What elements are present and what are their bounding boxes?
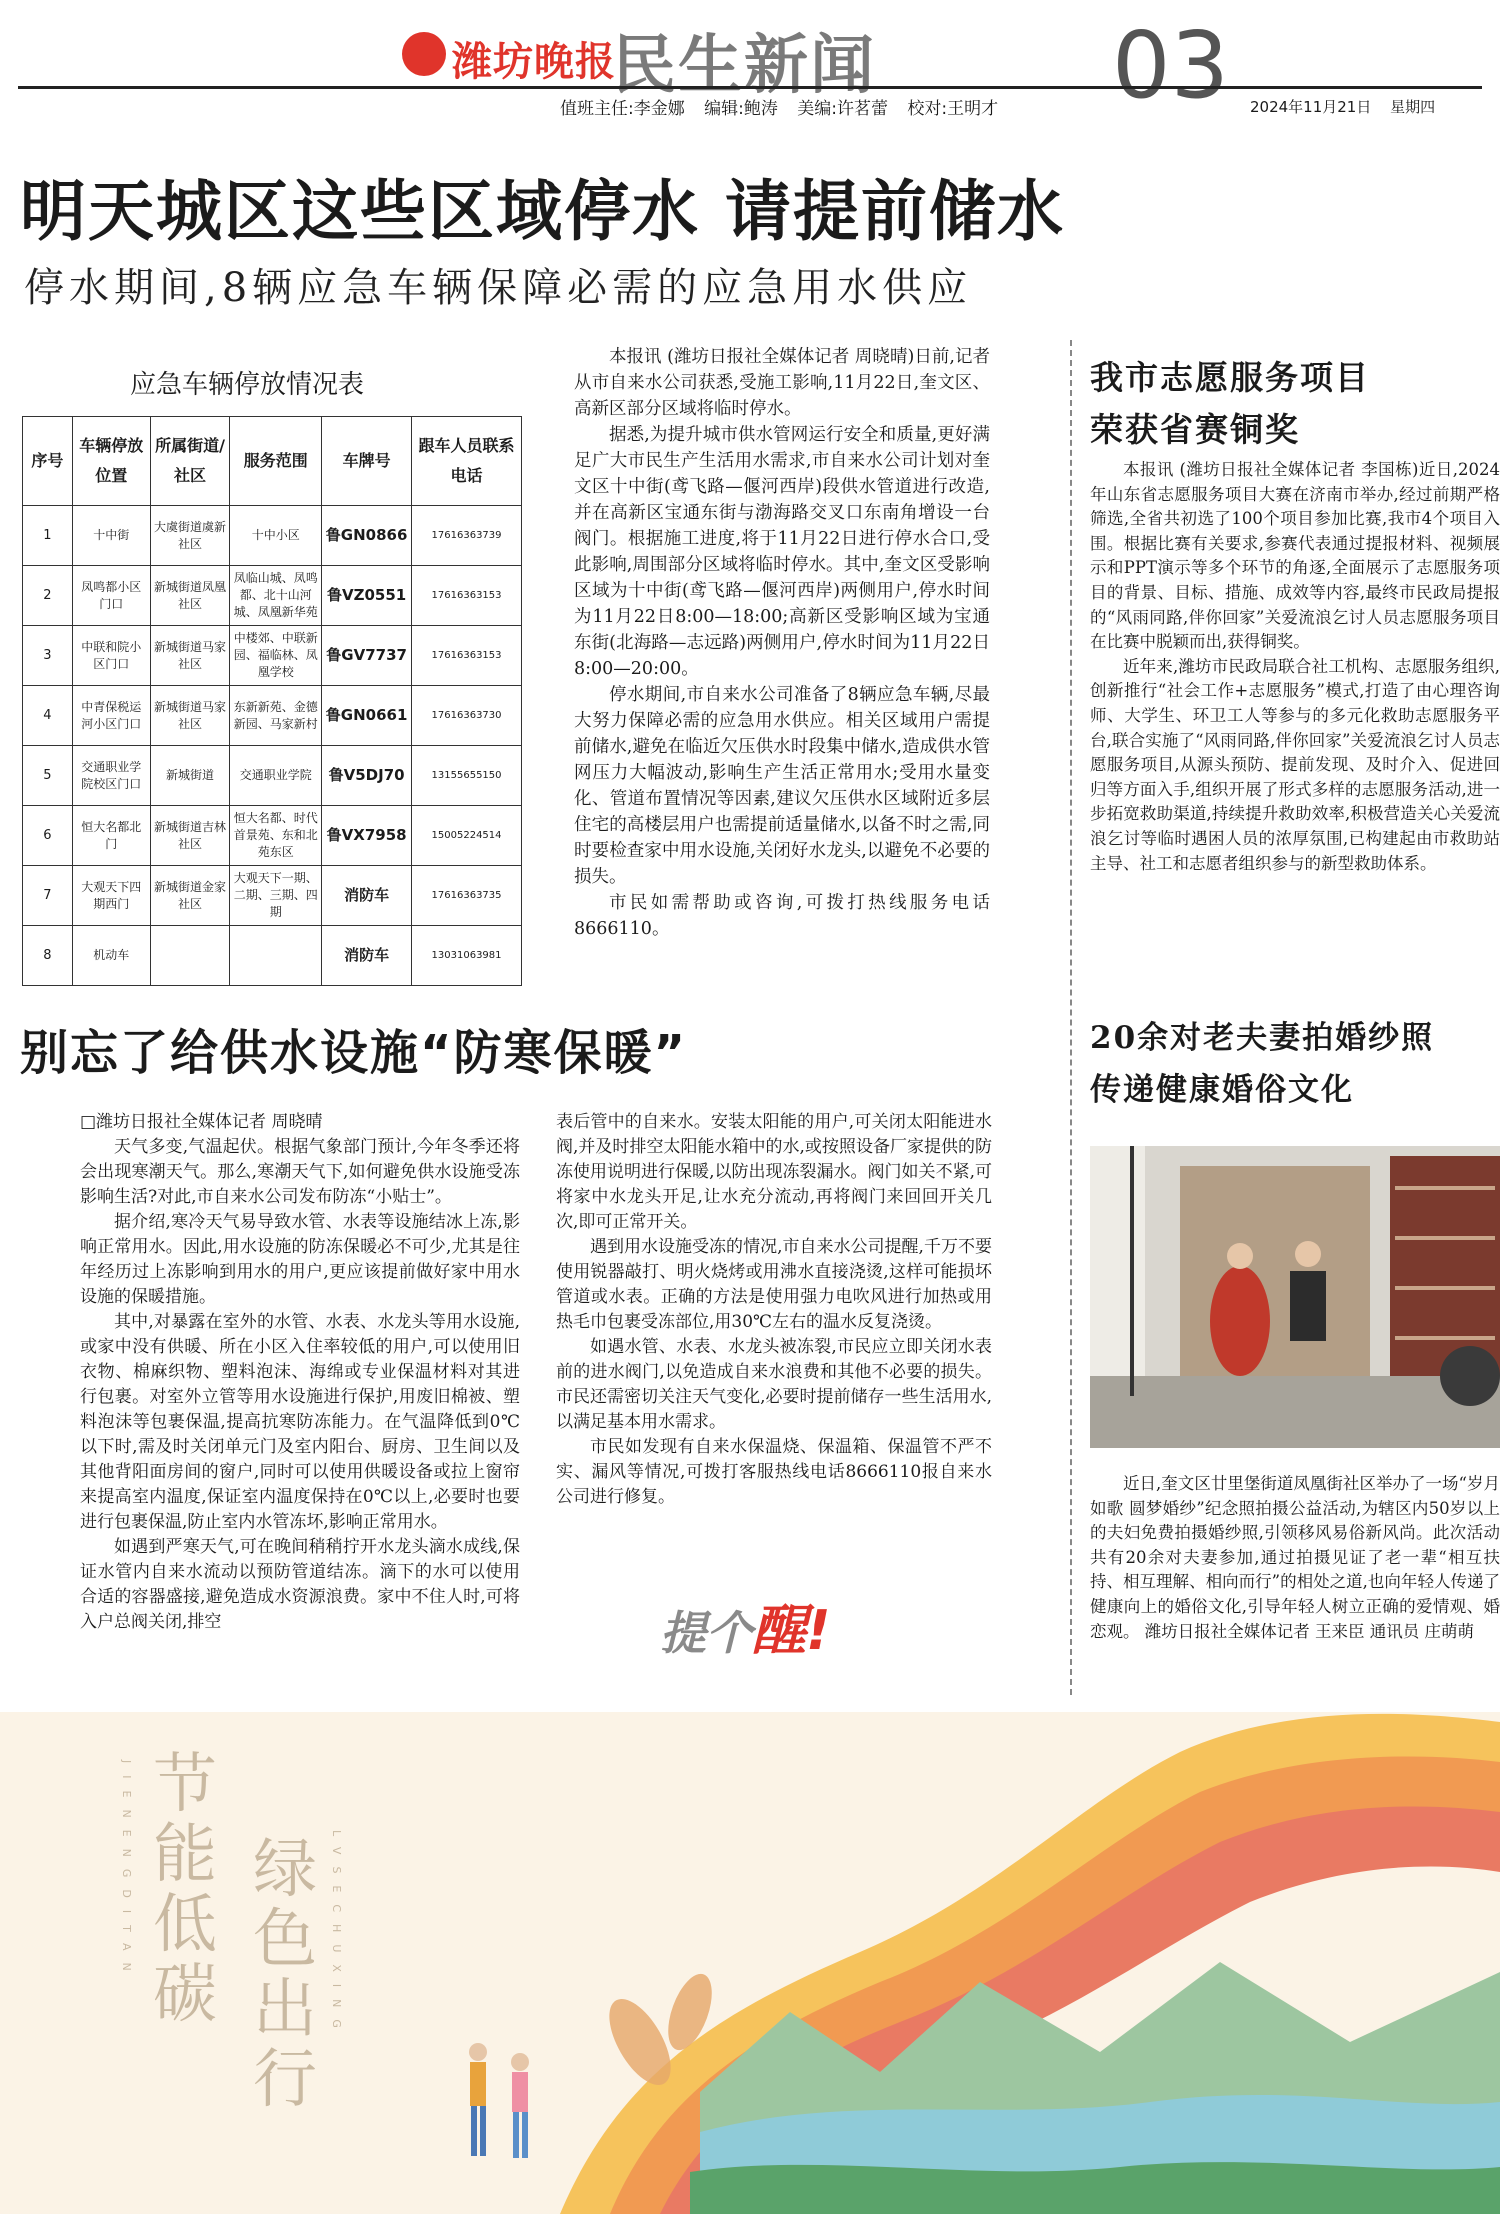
table-row: [23, 686, 522, 746]
table-cell: 新城街道: [150, 746, 230, 806]
credit-item: 美编:许茗蕾: [797, 99, 889, 119]
col-header: 所属街道/社区: [150, 417, 230, 506]
paragraph: 如遇水管、水表、水龙头被冻裂,市民应立即关闭水表前的进水阀门,以免造成自来水浪费和其他不必要的损失。市民还需密切关注天气变化,必要时提前储存一些生活用水,以满足基本用水需求。: [556, 1337, 992, 1432]
banner-pinyin-1: JIENENGDITAN: [120, 1760, 133, 1983]
table-row: [23, 866, 522, 926]
side-headline-volunteer: [1090, 352, 1370, 456]
banner-slogan-2: 绿色出行: [253, 1833, 317, 2117]
table-cell: 东新新苑、金德新园、马家新村: [230, 686, 322, 746]
banner-illustration: [0, 1712, 1500, 2214]
table-cell: 大观天下一期、二期、三期、四期: [230, 866, 322, 926]
table-cell: 鲁GV7737: [322, 626, 412, 686]
green-travel-banner: [0, 1712, 1500, 2214]
table-header-row: [23, 417, 522, 506]
paragraph: 据介绍,寒冷天气易导致水管、水表等设施结冰上冻,影响正常用水。因此,用水设施的防冻保暖必不可少,尤其是往年经历过上冻影响到用水的用户,更应该提前做好家中用水设施的保暖措施。: [80, 1212, 520, 1307]
table-cell: 7: [23, 866, 73, 926]
byline: □潍坊日报社全媒体记者 周晓晴: [80, 1112, 323, 1132]
credit-item: 校对:王明才: [907, 99, 999, 119]
reminder-red: 醒!: [752, 1599, 831, 1662]
col-header: 车牌号: [322, 417, 412, 506]
headline-line: 传递健康婚俗文化: [1090, 1072, 1354, 1108]
table-cell: 17616363735: [412, 866, 522, 926]
table-cell: 交通职业学院校区门口: [72, 746, 150, 806]
table-cell: 消防车: [322, 926, 412, 986]
page-number: 03: [1112, 12, 1230, 119]
table-cell: 17616363153: [412, 566, 522, 626]
headline-line: 荣获省赛铜奖: [1090, 410, 1300, 449]
table-cell: 4: [23, 686, 73, 746]
winter-headline: 别忘了给供水设施“防寒保暖”: [20, 1025, 688, 1081]
table-cell: 凤临山城、凤鸣都、北十山河城、凤凰新华苑: [230, 566, 322, 626]
side-headline-wedding: [1090, 1012, 1434, 1116]
paragraph: 其中,对暴露在室外的水管、水表、水龙头等用水设施,或家中没有供暖、所在小区入住率较低的用户,可以使用旧衣物、棉麻织物、塑料泡沫、海绵或专业保温材料对其进行包裹。对室外立管等用水设施进行保护,用废旧棉被、塑料泡沫等包裹保温,提高抗寒防冻能力。在气温降低到0℃以下时,需及时关闭单元门及室内阳台、厨房、卫生间以及其他背阳面房间的窗户,同时可以使用供暖设备或拉上窗帘来提高室内温度,保证室内温度保持在0℃以上,必要时也要进行包裹保温,防止室内水管冻坏,影响正常用水。: [80, 1312, 520, 1532]
reminder-gray: 提个: [660, 1606, 752, 1660]
table-cell: [230, 926, 322, 986]
table-cell: 15005224514: [412, 806, 522, 866]
section-title: 民生新闻: [612, 28, 876, 103]
table-cell: 鲁GN0866: [322, 506, 412, 566]
table-cell: 17616363153: [412, 626, 522, 686]
table-cell: 新城街道马家社区: [150, 626, 230, 686]
paper-logo-icon: [402, 32, 446, 76]
table-row: [23, 566, 522, 626]
paragraph: 天气多变,气温起伏。根据气象部门预计,今年冬季还将会出现寒潮天气。那么,寒潮天气下,如何避免供水设施受冻影响生活?对此,市自来水公司发布防冻“小贴士”。: [80, 1137, 520, 1207]
table-cell: 大虞街道虞新社区: [150, 506, 230, 566]
table-cell: 17616363739: [412, 506, 522, 566]
staff-credits: [560, 94, 1012, 119]
table-cell: 新城街道金家社区: [150, 866, 230, 926]
winter-col-1: [80, 1110, 520, 1635]
paragraph: 本报讯 (潍坊日报社全媒体记者 周晓晴)日前,记者从市自来水公司获悉,受施工影响,11月22日,奎文区、高新区部分区域将临时停水。: [574, 347, 990, 419]
table-cell: 中联和院小区门口: [72, 626, 150, 686]
table-cell: 恒大名都北门: [72, 806, 150, 866]
issue-date: 2024年11月21日: [1250, 98, 1372, 116]
table-cell: 中楼郊、中联新园、福临林、凤凰学校: [230, 626, 322, 686]
table-cell: 8: [23, 926, 73, 986]
banner-slogan-1: 节能低碳: [153, 1748, 217, 2032]
issue-weekday: 星期四: [1390, 98, 1436, 116]
table-row: [23, 806, 522, 866]
table-cell: 鲁VZ0551: [322, 566, 412, 626]
table-cell: [150, 926, 230, 986]
paragraph: 近年来,潍坊市民政局联合社工机构、志愿服务组织,创新推行“社会工作+志愿服务”模式,打造了由心理咨询师、大学生、环卫工人等参与的多元化救助志愿服务平台,联合实施了“风雨同路,伴你回家”关爱流浪乞讨人员志愿服务项目,从源头预防、提前发现、及时介入、促进回归等方面入手,组织开展了形式多样的志愿服务活动,进一步拓宽救助渠道,持续提升救助效率,积极营造关心关爱流浪乞讨等临时遇困人员的浓厚氛围,已构建起由市救助站主导、社工和志愿者组织参与的新型救助体系。: [1090, 656, 1500, 873]
col-header: 车辆停放位置: [72, 417, 150, 506]
table-cell: 新城街道马家社区: [150, 686, 230, 746]
paragraph: 近日,奎文区廿里堡街道凤凰街社区举办了一场“岁月如歌 圆梦婚纱”纪念照拍摄公益活动,为辖区内50岁以上的夫妇免费拍摄婚纱照,引领移风易俗新风尚。此次活动共有20余对夫妻参加,通过拍摄见证了老一辈“相互扶持、相互理解、相向而行”的相处之道,也向年轻人传递了健康向上的婚俗文化,引导年轻人树立正确的爱情观、婚恋观。 潍坊日报社全媒体记者 王来臣 通讯员 庄萌萌: [1090, 1474, 1500, 1641]
col-header: 序号: [23, 417, 73, 506]
table-cell: 十中街: [72, 506, 150, 566]
table-cell: 6: [23, 806, 73, 866]
table-cell: 消防车: [322, 866, 412, 926]
main-subhead: 停水期间,8辆应急车辆保障必需的应急用水供应: [24, 265, 973, 311]
table-row: [23, 506, 522, 566]
table-cell: 恒大名都、时代首景苑、东和北苑东区: [230, 806, 322, 866]
main-article-body: [574, 344, 990, 942]
paragraph: 据悉,为提升城市供水管网运行安全和质量,更好满足广大市民生产生活用水需求,市自来水公司计划对奎文区十中街(鸢飞路—偃河西岸)段供水管道进行改造,并在高新区宝通东街与渤海路交叉口东南角增设一台阀门。根据施工进度,将于11月22日进行停水合口,受此影响,周围部分区域将临时停水。其中,奎文区受影响区域为十中街(鸢飞路—偃河西岸)两侧用户,停水时间为11月22日8:00—18:00;高新区受影响区域为宝通东街(北海路—志远路)两侧用户,停水时间为11月22日8:00—20:00。: [574, 425, 990, 679]
paper-name: 潍坊晚报: [452, 39, 616, 85]
credit-item: 值班主任:李金娜: [560, 99, 685, 119]
credit-item: 编辑:鲍涛: [704, 99, 778, 119]
table-cell: 新城街道凤凰社区: [150, 566, 230, 626]
table-title: 应急车辆停放情况表: [130, 370, 365, 400]
main-headline: 明天城区这些区域停水 请提前储水: [20, 173, 1065, 250]
table-cell: 1: [23, 506, 73, 566]
reminder-label: [660, 1588, 831, 1665]
paragraph: 停水期间,市自来水公司准备了8辆应急车辆,尽最大努力保障必需的应急用水供应。相关区域用户需提前储水,避免在临近欠压供水时段集中储水,造成供水管网压力大幅波动,影响生产生活正常用水;受用水量变化、管道布置情况等因素,建议欠压供水区域附近多层住宅的高楼层用户也需提前适量储水,以备不时之需,同时要检查家中用水设施,关闭好水龙头,以避免不必要的损失。: [574, 685, 990, 887]
banner-pinyin-2: LVSECHUXING: [330, 1830, 343, 2040]
winter-col-2: [556, 1110, 992, 1510]
table-row: [23, 626, 522, 686]
table-cell: 机动车: [72, 926, 150, 986]
dateline: [1250, 96, 1449, 117]
table-cell: 鲁GN0661: [322, 686, 412, 746]
column-divider: [1070, 340, 1072, 1695]
table-cell: 13031063981: [412, 926, 522, 986]
table-cell: 17616363730: [412, 686, 522, 746]
paragraph: 市民如需帮助或咨询,可拨打热线服务电话8666110。: [574, 893, 990, 939]
table-cell: 13155655150: [412, 746, 522, 806]
table-cell: 5: [23, 746, 73, 806]
masthead-rule: [18, 86, 1482, 89]
table-row: [23, 746, 522, 806]
table-cell: 3: [23, 626, 73, 686]
table-cell: 新城街道吉林社区: [150, 806, 230, 866]
table-cell: 交通职业学院: [230, 746, 322, 806]
side-article-volunteer-body: [1090, 458, 1500, 876]
table-cell: 2: [23, 566, 73, 626]
paragraph: 市民如发现有自来水保温烧、保温箱、保温管不严不实、漏风等情况,可拨打客服热线电话8666110报自来水公司进行修复。: [556, 1437, 992, 1507]
headline-line: 我市志愿服务项目: [1090, 358, 1370, 397]
table-cell: 中青保税运河小区门口: [72, 686, 150, 746]
table-cell: 鲁VX7958: [322, 806, 412, 866]
vehicle-table: [22, 416, 522, 986]
paragraph: 遇到用水设施受冻的情况,市自来水公司提醒,千万不要使用锐器敲打、明火烧烤或用沸水直接浇烫,这样可能损坏管道或水表。正确的方法是使用强力电吹风进行加热或用热毛巾包裹受冻部位,用30℃左右的温水反复浇烫。: [556, 1237, 992, 1332]
table-cell: 大观天下四期西门: [72, 866, 150, 926]
table-row: [23, 926, 522, 986]
table-cell: 鲁V5DJ70: [322, 746, 412, 806]
paragraph: 如遇到严寒天气,可在晚间稍稍拧开水龙头滴水成线,保证水管内自来水流动以预防管道结冻。滴下的水可以使用合适的容器盛接,避免造成水资源浪费。家中不住人时,可将入户总阀关闭,排空: [80, 1537, 520, 1632]
table-cell: 十中小区: [230, 506, 322, 566]
side-article-wedding-body: [1090, 1472, 1500, 1644]
col-header: 服务范围: [230, 417, 322, 506]
col-header: 跟车人员联系电话: [412, 417, 522, 506]
paragraph: 表后管中的自来水。安装太阳能的用户,可关闭太阳能进水阀,并及时排空太阳能水箱中的水,或按照设备厂家提供的防冻使用说明进行保暖,以防出现冻裂漏水。阀门如关不紧,可将家中水龙头开足,让水充分流动,再将阀门来回回开关几次,即可正常开关。: [556, 1112, 992, 1232]
table-cell: 凤鸣都小区门口: [72, 566, 150, 626]
wedding-photo-image: [1090, 1146, 1500, 1448]
headline-line: 20余对老夫妻拍婚纱照: [1090, 1020, 1435, 1056]
wedding-photo: [1090, 1146, 1500, 1448]
paragraph: 本报讯 (潍坊日报社全媒体记者 李国栋)近日,2024年山东省志愿服务项目大赛在济南市举办,经过前期严格筛选,全省共初选了100个项目参加比赛,我市4个项目入围。根据比赛有关要求,参赛代表通过提报材料、视频展示和PPT演示等多个环节的角逐,全面展示了志愿服务项目的背景、目标、措施、成效等内容,最终市民政局提报的“风雨同路,伴你回家”关爱流浪乞讨人员志愿服务项目在比赛中脱颖而出,获得铜奖。: [1090, 460, 1500, 652]
